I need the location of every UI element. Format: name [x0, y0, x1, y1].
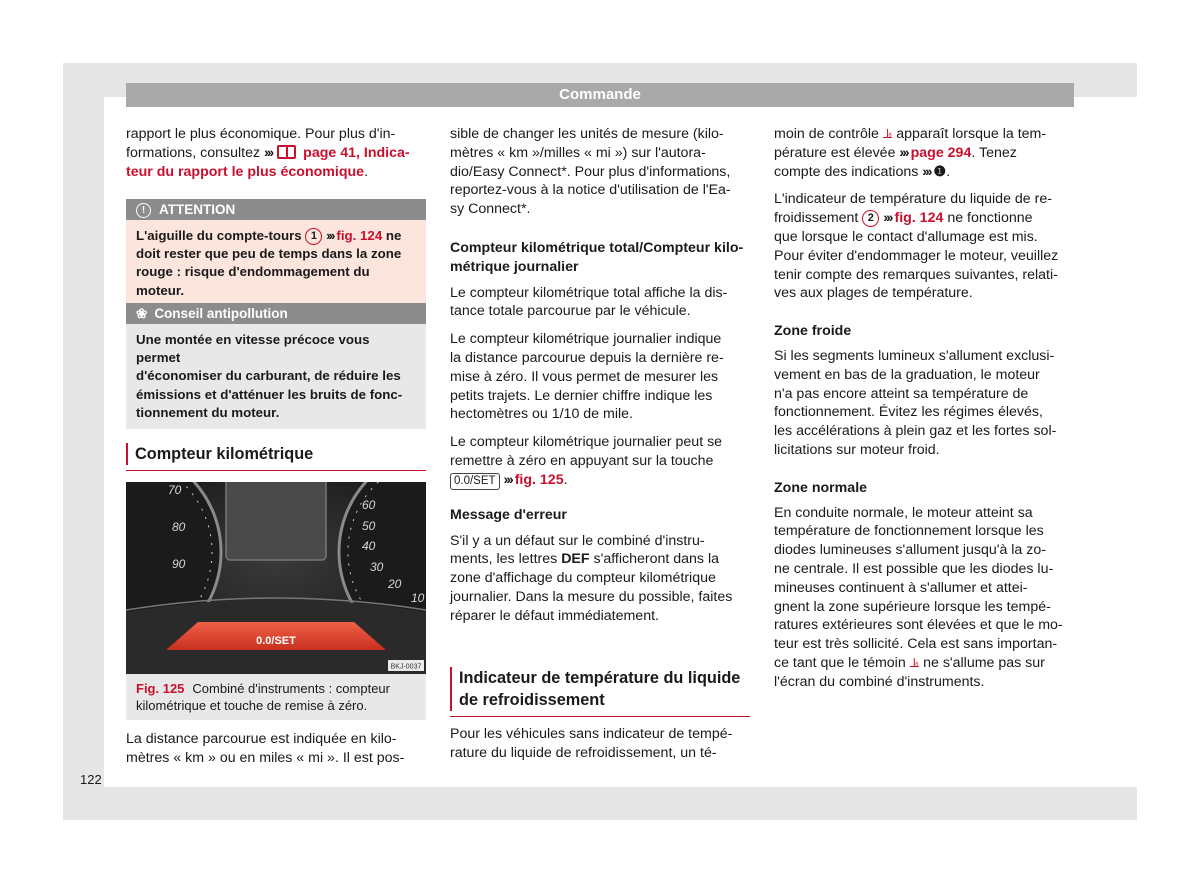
text-line: mineuses continuent à s'allumer et attei-: [774, 579, 1028, 596]
text-line: rature du liquide de refroidissement, un té-: [450, 744, 717, 761]
text-line: compte des indications ››› ❶.: [774, 163, 951, 180]
eco-tip-title: Conseil antipollution: [154, 306, 288, 321]
cross-reference-link[interactable]: page 294: [910, 144, 972, 161]
text-line: ratures extérieures sont élevées et que le mo-: [774, 617, 1063, 634]
text-fragment: moin de contrôle: [774, 126, 879, 142]
text-line: [126, 144, 428, 163]
text-line: gnent la zone supérieure lorsque les tempé-: [774, 598, 1051, 615]
arrow-icon: ›››: [883, 210, 892, 227]
eco-tip-body: [126, 324, 426, 429]
thermometer-icon: ⫡: [882, 126, 893, 142]
paragraph: [774, 125, 1074, 181]
text-line: Le compteur kilométrique journalier peut se: [450, 434, 723, 451]
text-line: Le compteur kilométrique total affiche la dis-: [450, 284, 728, 301]
text-fragment: ne fonctionne: [947, 210, 1033, 227]
text-line: sible de changer les unités de mesure (kilo-: [450, 126, 724, 142]
text-line: émissions et d'atténuer les bruits de fonc-: [136, 386, 403, 402]
text-line: métrique journalier: [450, 258, 579, 275]
text-line: [136, 227, 416, 245]
text-line: L'indicateur de température du liquide de re-: [774, 191, 1052, 208]
text-fragment: ne: [385, 228, 402, 243]
text-fragment: ne s'allume pas sur: [923, 654, 1045, 671]
arrow-icon: ›››: [922, 163, 931, 180]
text-line: [774, 144, 1074, 163]
text-fragment: formations, consultez: [126, 144, 261, 161]
gauge-tick-label: 30: [370, 560, 384, 574]
column-2-outro: [450, 725, 752, 763]
gauge-tick-label: 40: [362, 539, 376, 553]
instrument-cluster-image: [126, 482, 426, 674]
text-line: Une montée en vitesse précoce vous permet: [136, 332, 370, 366]
text-line: La distance parcourue est indiquée en kilo-: [126, 731, 397, 747]
subheading: [450, 239, 752, 277]
thermometer-icon: ⫡: [909, 654, 920, 671]
section-underline: [126, 470, 426, 472]
reset-key-label: 0.0/SET: [450, 473, 500, 490]
text-line: journalier. Dans la mesure du possible, faites: [450, 588, 733, 605]
text-line: tenir compte des remarques suivantes, relati-: [774, 266, 1058, 283]
attention-title: ATTENTION: [159, 202, 236, 217]
text-line: diodes lumineuses s'allument jusqu'à la zo-: [774, 542, 1046, 559]
gauge-tick-label: 90: [172, 557, 186, 571]
text-line: dio/Easy Connect*. Pour plus d'informations,: [450, 163, 731, 180]
subheading: Message d'erreur: [450, 506, 567, 523]
text-line: [136, 680, 416, 697]
attention-header: [126, 199, 426, 220]
text-line: remettre à zéro en appuyant sur la touche: [450, 452, 714, 469]
gauge-tick-label: 10: [411, 591, 425, 605]
paragraph: [450, 433, 752, 490]
subheading: Zone froide: [774, 323, 852, 340]
chapter-header: Commande: [126, 83, 1074, 107]
figure-125: [126, 482, 426, 720]
gauge-tick-label: 70: [168, 483, 182, 497]
text-line: tionnement du moteur.: [136, 404, 280, 420]
text-line: teur est très sollicité. Cela est sans importan-: [774, 636, 1058, 653]
paragraph: [450, 330, 752, 424]
text-line: petits trajets. Le dernier chiffre indique les: [450, 387, 713, 404]
text-line: rapport le plus économique. Pour plus d'in-: [126, 126, 396, 142]
text-line: zone d'affichage du compteur kilométrique: [450, 570, 716, 587]
text-line: n'a pas encore atteint sa température de: [774, 385, 1029, 402]
callout-number: 1: [305, 228, 322, 245]
eco-tip-notice: [126, 303, 426, 429]
paragraph: [774, 347, 1074, 460]
text-line: sy Connect*.: [450, 201, 531, 218]
text-line: ne centrale. Il est possible que les diodes lu-: [774, 560, 1054, 577]
text-line: température de fonctionnement lorsque les: [774, 523, 1044, 540]
arrow-icon: ›››: [899, 144, 908, 161]
text-fragment: L'aiguille du compte-tours: [136, 228, 302, 243]
text-fragment: ce tant que le témoin: [774, 654, 906, 671]
text-fragment: compte des indications: [774, 163, 919, 180]
text-line: les accélérations à plein gaz et les fortes sol-: [774, 423, 1057, 440]
text-line: 0.0/SET ››› fig. 125.: [450, 471, 752, 490]
column-3: [774, 125, 1074, 701]
section-title-odometer: [126, 443, 426, 465]
text-line: kilométrique et touche de remise à zéro.: [136, 698, 368, 713]
text-line: Si les segments lumineux s'allument exclusi-: [774, 347, 1055, 364]
text-fragment: pérature est élevée: [774, 144, 896, 161]
text-line: fonctionnement. Évitez les régimes élevés,: [774, 404, 1043, 421]
figure-caption: [126, 674, 426, 720]
text-line: ves aux plages de température.: [774, 285, 973, 302]
text-line: mètres « km »/milles « mi ») sur l'autora-: [450, 144, 706, 161]
error-code: DEF: [561, 551, 590, 568]
cross-reference-link[interactable]: teur du rapport le plus économique: [126, 163, 365, 180]
text-line: teur du rapport le plus économique.: [126, 163, 369, 180]
attention-body: [126, 220, 426, 307]
gauge-tick-label: 60: [362, 498, 376, 512]
center-display: [226, 482, 326, 560]
text-line: hectomètres ou 1/10 de mile.: [450, 406, 633, 423]
cross-reference-link[interactable]: fig. 124: [336, 228, 383, 243]
text-line: reportez-vous à la notice d'utilisation de l'Ea-: [450, 182, 731, 199]
arrow-icon: ›››: [503, 471, 512, 488]
text-line: rouge : risque d'endommagement du moteur.: [136, 264, 370, 298]
caption-text: Combiné d'instruments : compteur: [192, 681, 390, 696]
gauge-tick-label: 20: [388, 577, 402, 591]
text-line: tance totale parcourue par le véhicule.: [450, 303, 691, 320]
text-line: Compteur kilométrique total/Compteur kilo-: [450, 239, 744, 256]
section-accent-bar: [126, 443, 128, 465]
flower-icon: ❀: [136, 306, 148, 321]
arrow-icon: ›››: [264, 144, 273, 161]
paragraph: [450, 284, 752, 322]
paragraph: [774, 504, 1074, 692]
paragraph: [774, 190, 1074, 303]
attention-notice: [126, 199, 426, 307]
subheading: Zone normale: [774, 479, 868, 496]
gauge-tick-label: 50: [362, 519, 376, 533]
text-line: Le compteur kilométrique journalier indique: [450, 331, 722, 348]
text-fragment: s'afficheront dans la: [593, 551, 719, 568]
text-line: vement en bas de la graduation, le moteur: [774, 366, 1040, 383]
arrow-icon: ›››: [326, 228, 334, 243]
text-line: licitations sur moteur froid.: [774, 441, 940, 458]
section-title-text: Compteur kilométrique: [135, 445, 314, 463]
section-title-text: de refroidissement: [459, 691, 605, 709]
page-number: 122: [80, 772, 102, 787]
paragraph: [450, 532, 752, 626]
warning-icon: !: [136, 203, 151, 218]
column-1-outro: [126, 730, 428, 768]
text-line: [774, 125, 1074, 144]
text-line: l'écran du combiné d'instruments.: [774, 673, 985, 690]
text-fragment: froidissement: [774, 210, 859, 227]
text-line: [774, 654, 1074, 673]
text-line: d'économiser du carburant, de réduire les: [136, 368, 401, 384]
figure-code: BKJ-0037: [390, 663, 422, 671]
cross-reference-link[interactable]: page 41, Indica-: [303, 144, 410, 161]
cross-reference-link[interactable]: fig. 124: [894, 210, 944, 227]
section-underline: [450, 716, 750, 718]
cross-reference-link[interactable]: fig. 125: [514, 471, 564, 488]
text-fragment: . Tenez: [971, 144, 1017, 161]
text-line: [450, 550, 752, 569]
text-line: Pour éviter d'endommager le moteur, veuillez: [774, 247, 1059, 264]
callout-number: 2: [862, 210, 879, 227]
text-line: réparer le défaut immédiatement.: [450, 607, 659, 624]
figure-number: Fig. 125: [136, 681, 185, 696]
text-line: que lorsque le contact d'allumage est mis.: [774, 228, 1038, 245]
section-title-coolant: [450, 667, 750, 711]
text-line: En conduite normale, le moteur atteint sa: [774, 504, 1033, 521]
gauge-tick-label: 80: [172, 520, 186, 534]
book-icon: [277, 145, 296, 159]
text-line: mise à zéro. Il vous permet de mesurer les: [450, 368, 719, 385]
text-line: la distance parcourue depuis la dernière re-: [450, 349, 724, 366]
text-fragment: apparaît lorsque la tem-: [896, 126, 1047, 142]
paragraph: [450, 125, 752, 219]
section-accent-bar: [450, 667, 452, 711]
eco-tip-header: [126, 303, 426, 324]
reset-button-label: 0.0/SET: [256, 635, 296, 647]
section-title-text: Indicateur de température du liquide: [459, 669, 741, 687]
text-line: S'il y a un défaut sur le combiné d'instru-: [450, 532, 705, 549]
warning-icon: ❶: [933, 163, 947, 180]
text-line: doit rester que peu de temps dans la zone: [136, 246, 402, 262]
text-line: [774, 209, 1074, 228]
text-line: Pour les véhicules sans indicateur de tempé-: [450, 726, 733, 742]
text-fragment: ments, les lettres: [450, 551, 558, 568]
column-1-intro: [126, 125, 428, 181]
column-2: [450, 125, 752, 635]
text-line: mètres « km » ou en miles « mi ». Il est pos-: [126, 749, 405, 766]
